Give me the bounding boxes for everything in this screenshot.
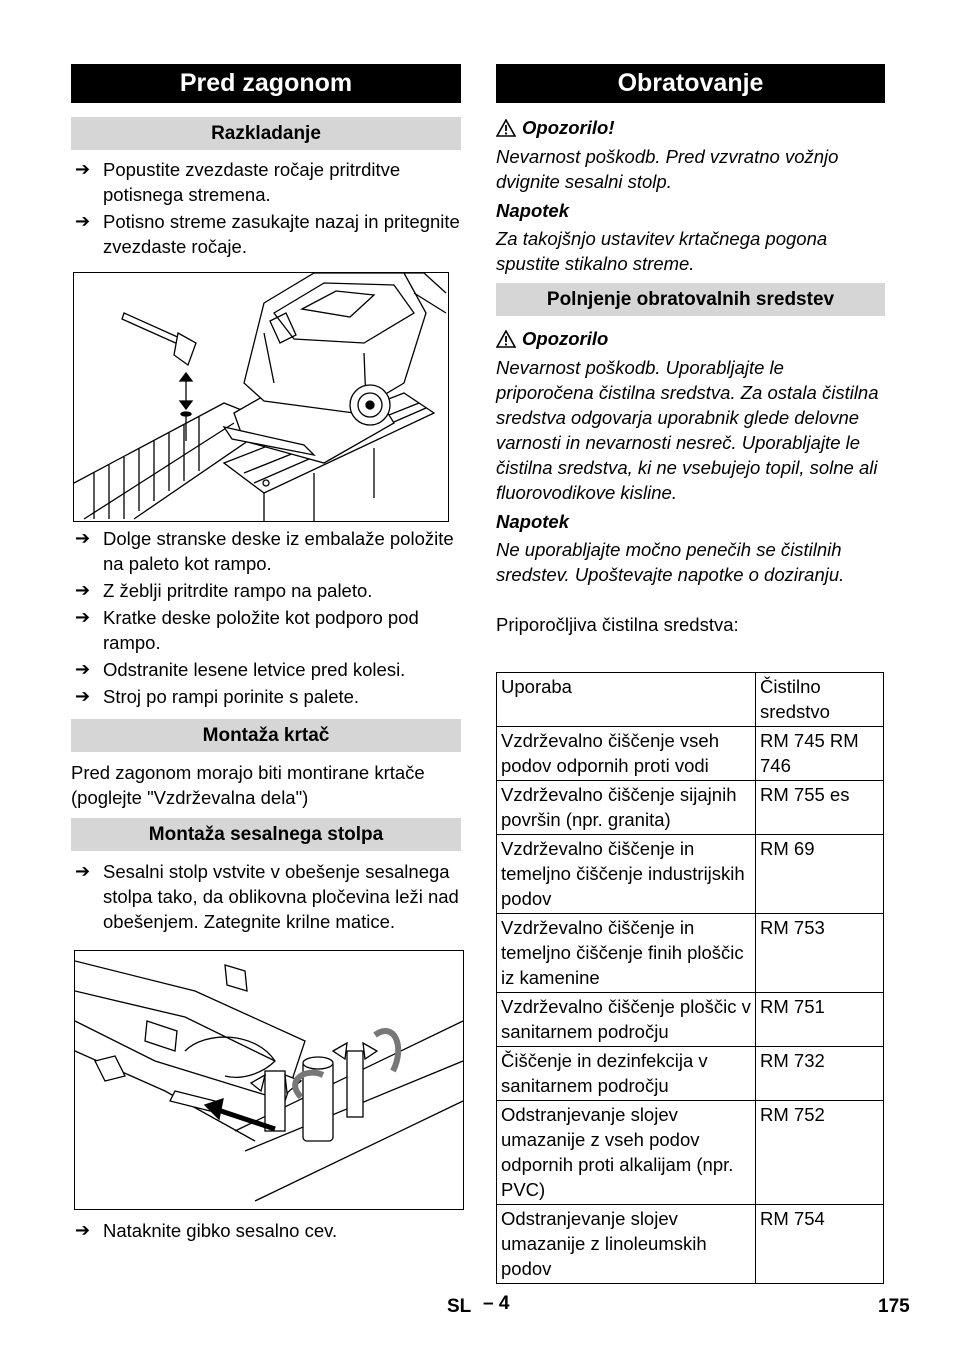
table-cell-agent: RM 752	[756, 1101, 884, 1205]
warning-label-2: Opozorilo	[522, 328, 609, 349]
arrow-right-icon: ➔	[75, 659, 91, 679]
arrow-right-icon: ➔	[75, 607, 91, 627]
figure-unloading	[73, 272, 449, 522]
steps-stolp-b	[71, 1218, 461, 1243]
list-item-text: Sesalni stolp vstvite v obešenje sesalnega stolpa tako, da oblikovna pločevina leži nad obešenjem. Zategnite krilne matice.	[103, 861, 459, 932]
list-item	[71, 209, 461, 259]
table-cell-agent: RM 751	[756, 993, 884, 1047]
table-cell-agent: RM 754	[756, 1205, 884, 1284]
text-montaza-krtac: Pred zagonom morajo biti montirane krtače (poglejte "Vzdrževalna dela")	[71, 762, 425, 808]
warning-block-2	[496, 326, 885, 351]
footer-section-page: – 4	[483, 1293, 510, 1314]
note-text-1: Za takojšnjo ustavitev krtačnega pogona spustite stikalno streme.	[496, 228, 828, 274]
list-item-text: Stroj po rampi porinite s palete.	[103, 686, 360, 707]
footer-page-number: 175	[878, 1296, 910, 1317]
footer-lang: SL	[447, 1296, 472, 1317]
list-item-text: Z žeblji pritrdite rampo na paleto.	[103, 580, 373, 601]
list-item	[71, 578, 461, 603]
table-cell-agent: RM 69	[756, 835, 884, 914]
table-row	[497, 914, 884, 993]
warning-text-1: Nevarnost poškodb. Pred vzvratno vožnjo dvignite sesalni stolp.	[496, 146, 839, 192]
heading-polnjenje: Polnjenje obratovalnih sredstev	[496, 283, 885, 316]
table-cell-agent: RM 755 es	[756, 781, 884, 835]
table-cell-agent: RM 753	[756, 914, 884, 993]
section-title-pred-zagonom: Pred zagonom	[71, 64, 461, 103]
list-item	[71, 657, 461, 682]
warning-label-1: Opozorilo!	[522, 117, 615, 138]
table-cell-agent: RM 745 RM 746	[756, 727, 884, 781]
table-row	[497, 1101, 884, 1205]
suction-tower-illustration	[75, 951, 463, 1209]
table-cell-usage: Čiščenje in dezinfekcija v sanitarnem področju	[497, 1047, 756, 1101]
table-row	[497, 727, 884, 781]
list-item	[71, 1218, 461, 1243]
arrow-right-icon: ➔	[75, 686, 91, 706]
list-item-text: Dolge stranske deske iz embalaže položite na paleto kot rampo.	[103, 528, 454, 574]
right-column	[496, 64, 885, 1284]
list-item-text: Nataknite gibko sesalno cev.	[103, 1220, 338, 1241]
note-label-2: Napotek	[496, 511, 569, 532]
note-label-1: Napotek	[496, 200, 569, 221]
list-item	[71, 526, 461, 576]
section-title-obratovanje: Obratovanje	[496, 64, 885, 103]
table-cell-usage: Odstranjevanje slojev umazanije z linoleumskih podov	[497, 1205, 756, 1284]
steps-stolp-a	[71, 859, 461, 934]
table-cell-usage: Odstranjevanje slojev umazanije z vseh podov odpornih proti alkalijam (npr. PVC)	[497, 1101, 756, 1205]
left-column	[71, 64, 461, 1245]
table-row	[497, 1205, 884, 1284]
list-item-text: Odstranite lesene letvice pred kolesi.	[103, 659, 406, 680]
warning-block-1	[496, 115, 885, 140]
arrow-right-icon: ➔	[75, 580, 91, 600]
warning-triangle-icon	[496, 119, 516, 137]
list-item-text: Popustite zvezdaste ročaje pritrditve potisnega stremena.	[103, 159, 401, 205]
arrow-right-icon: ➔	[75, 211, 91, 231]
table-cell-usage: Vzdrževalno čiščenje in temeljno čiščenje industrijskih podov	[497, 835, 756, 914]
table-header-agent: Čistilno sredstvo	[756, 673, 884, 727]
arrow-right-icon: ➔	[75, 528, 91, 548]
table-header-row	[497, 673, 884, 727]
table-row	[497, 781, 884, 835]
list-item	[71, 859, 461, 934]
figure-suction-tower	[74, 950, 464, 1210]
heading-montaza-sesalnega-stolpa: Montaža sesalnega stolpa	[71, 818, 461, 851]
table-row	[497, 835, 884, 914]
warning-triangle-icon	[496, 330, 516, 348]
cleaning-agents-table	[496, 672, 884, 1284]
table-cell-usage: Vzdrževalno čiščenje sijajnih površin (npr. granita)	[497, 781, 756, 835]
warning-text-2: Nevarnost poškodb. Uporabljajte le priporočena čistilna sredstva. Za ostala čistilna sredstva odgovarja uporabnik glede delovne varnosti in nevarnosti nesreč. Uporabljajte le čistilna sredstva, ki ne vsebujejo topil, solne ali fluorovodikove kisline.	[496, 357, 879, 503]
list-item	[71, 157, 461, 207]
list-item	[71, 684, 461, 709]
table-cell-usage: Vzdrževalno čiščenje vseh podov odpornih proti vodi	[497, 727, 756, 781]
intro-cleaning-agents: Priporočljiva čistilna sredstva:	[496, 614, 739, 635]
steps-razkladanje-b	[71, 526, 461, 709]
note-text-2: Ne uporabljajte močno penečih se čistilnih sredstev. Upoštevajte napotke o doziranju.	[496, 539, 845, 585]
arrow-right-icon: ➔	[75, 1220, 91, 1240]
list-item-text: Potisno streme zasukajte nazaj in pritegnite zvezdaste ročaje.	[103, 211, 460, 257]
table-cell-usage: Vzdrževalno čiščenje ploščic v sanitarnem področju	[497, 993, 756, 1047]
heading-montaza-krtac: Montaža krtač	[71, 719, 461, 752]
arrow-right-icon: ➔	[75, 159, 91, 179]
table-cell-agent: RM 732	[756, 1047, 884, 1101]
unloading-illustration	[74, 273, 448, 521]
list-item	[71, 605, 461, 655]
heading-razkladanje: Razkladanje	[71, 117, 461, 150]
arrow-right-icon: ➔	[75, 861, 91, 881]
table-header-usage: Uporaba	[497, 673, 756, 727]
table-row	[497, 993, 884, 1047]
table-row	[497, 1047, 884, 1101]
table-cell-usage: Vzdrževalno čiščenje in temeljno čiščenje finih ploščic iz kamenine	[497, 914, 756, 993]
list-item-text: Kratke deske položite kot podporo pod rampo.	[103, 607, 419, 653]
steps-razkladanje-a	[71, 157, 461, 259]
